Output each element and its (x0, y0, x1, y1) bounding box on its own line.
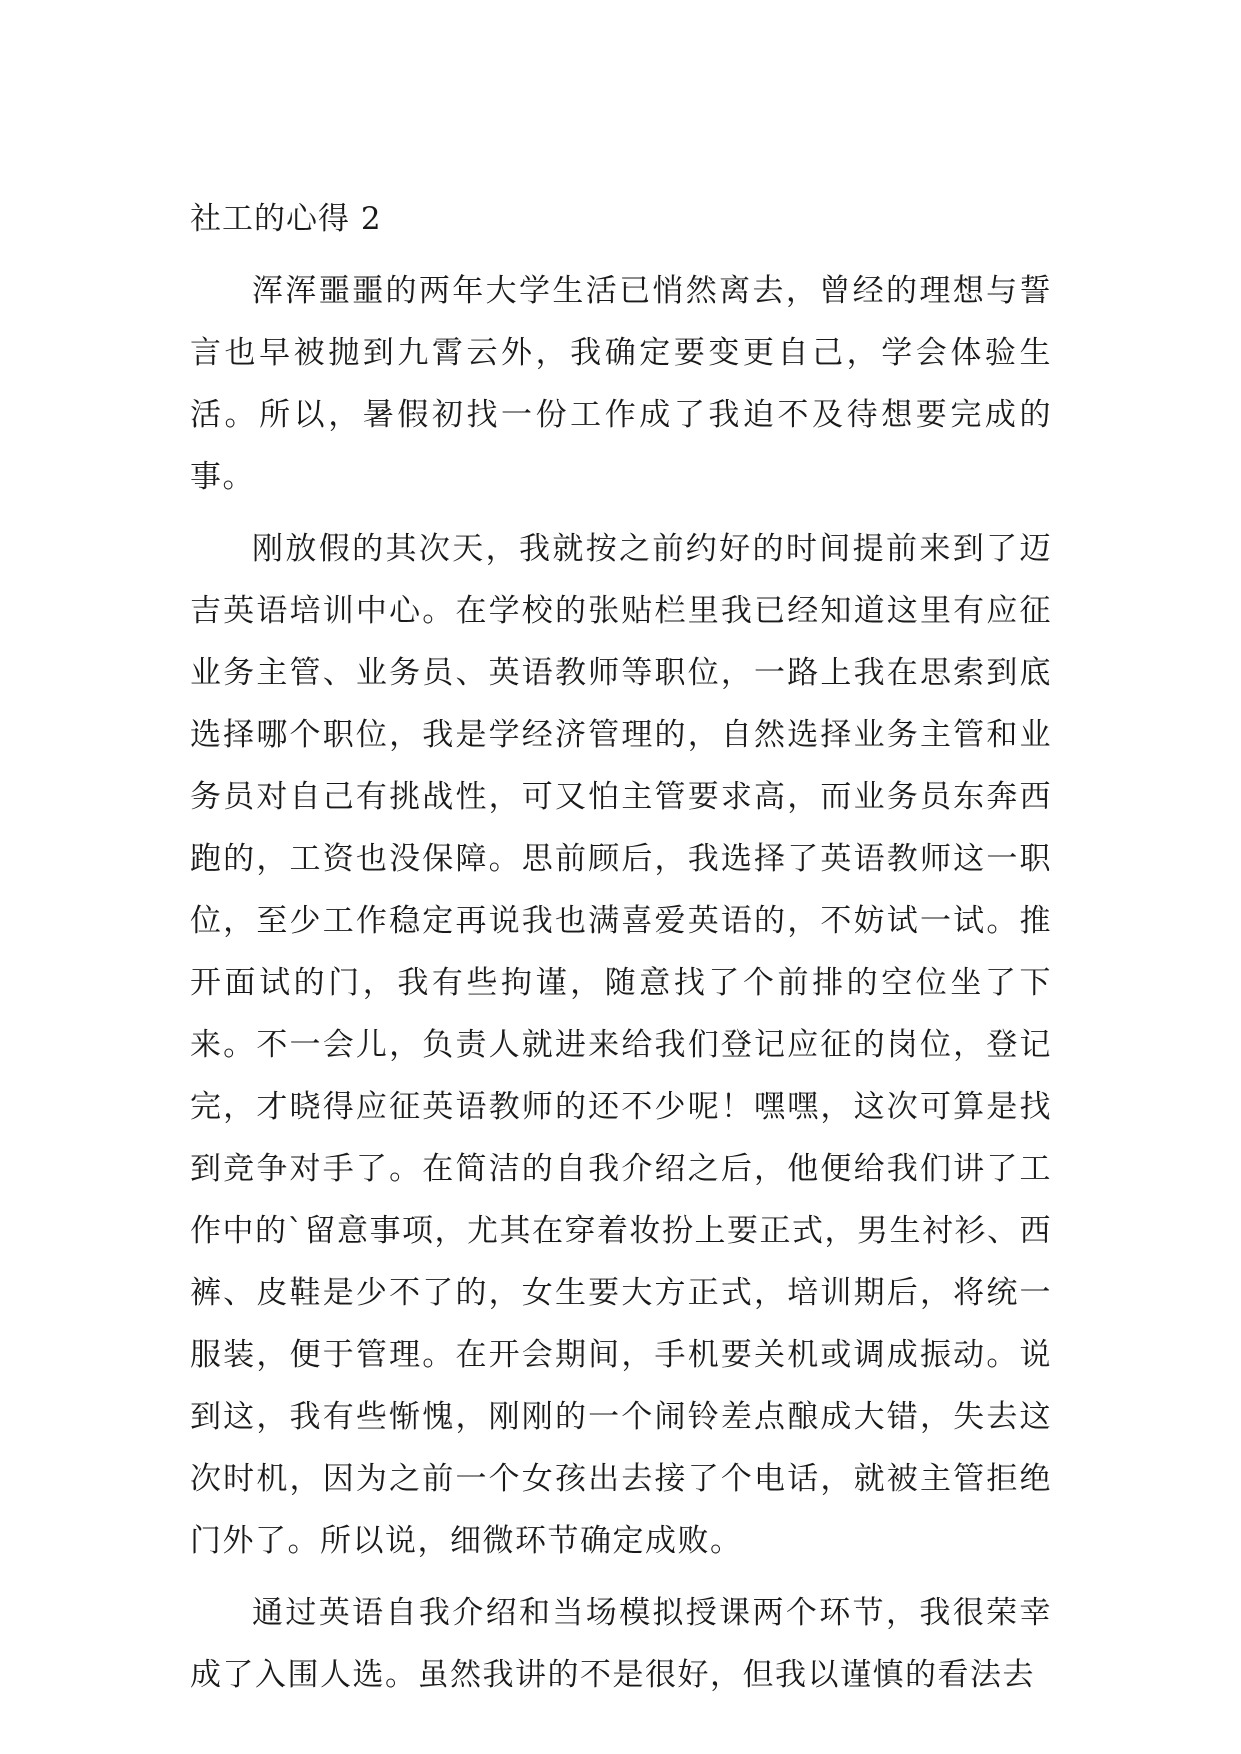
document-page (190, 190, 1052, 1716)
paragraph-1: 浑浑噩噩的两年大学生活已悄然离去，曾经的理想与誓言也早被抛到九霄云外，我确定要变更自己，学会体验生活。所以，暑假初找一份工作成了我迫不及待想要完成的事。 (190, 273, 1052, 495)
document-title: 社工的心得 2 (190, 201, 382, 237)
paragraph-2: 刚放假的其次天，我就按之前约好的时间提前来到了迈吉英语培训中心。在学校的张贴栏里我已经知道这里有应征业务主管、业务员、英语教师等职位，一路上我在思索到底选择哪个职位，我是学经济管理的，自然选择业务主管和业务员对自己有挑战性，可又怕主管要求高，而业务员东奔西跑的，工资也没保障。思前顾后，我选择了英语教师这一职位，至少工作稳定再说我也满喜爱英语的，不妨试一试。推开面试的门，我有些拘谨，随意找了个前排的空位坐了下来。不一会儿，负责人就进来给我们登记应征的岗位，登记完，才晓得应征英语教师的还不少呢！嘿嘿，这次可算是找到竞争对手了。在简洁的自我介绍之后，他便给我们讲了工作中的`留意事项，尤其在穿着妆扮上要正式，男生衬衫、西裤、皮鞋是少不了的，女生要大方正式，培训期后，将统一服装，便于管理。在开会期间，手机要关机或调成振动。说到这，我有些惭愧，刚刚的一个闹铃差点酿成大错，失去这次时机，因为之前一个女孩出去接了个电话，就被主管拒绝门外了。所以说，细微环节确定成败。 (190, 531, 1052, 1559)
paragraph-3: 通过英语自我介绍和当场模拟授课两个环节，我很荣幸成了入围人选。虽然我讲的不是很好，但我以谨慎的看法去 (190, 1595, 1052, 1693)
